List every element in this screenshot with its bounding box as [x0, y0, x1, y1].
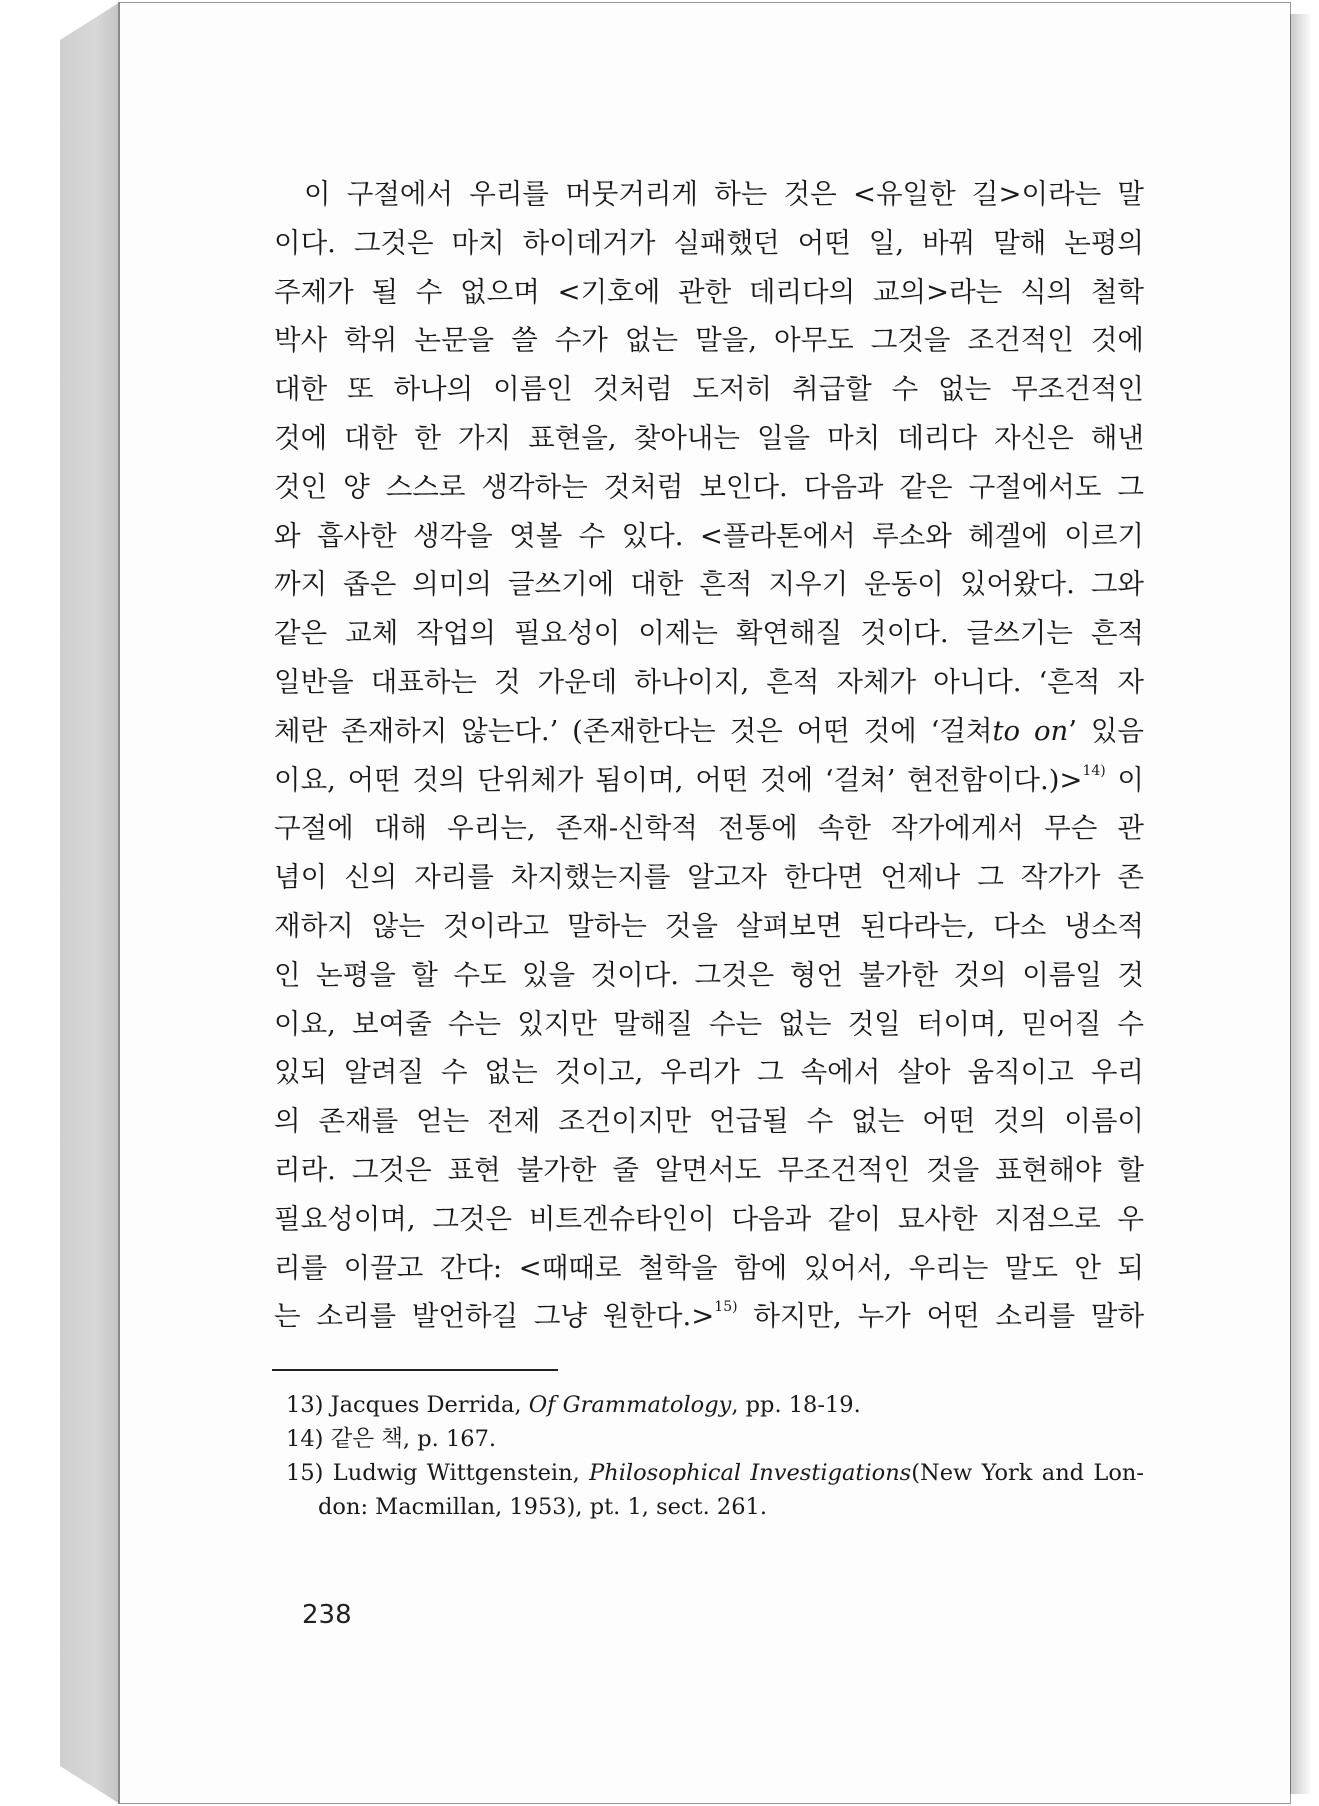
- footnote-author: Jacques Derrida,: [330, 1392, 522, 1418]
- footnote-number: 13): [286, 1392, 324, 1418]
- page-number: 238: [302, 1600, 352, 1630]
- body-line: 재하지 않는 것이라고 말하는 것을 살펴보면 된다라는, 다소 냉소적: [274, 909, 1144, 942]
- body-line: 것인 양 스스로 생각하는 것처럼 보인다. 다음과 같은 구절에서도 그: [274, 470, 1144, 503]
- body-line: 까지 좁은 의미의 글쓰기에 대한 흔적 지우기 운동이 있어왔다. 그와: [274, 568, 1144, 601]
- body-line: 리를 이끌고 간다: <때때로 철학을 함에 있어서, 우리는 말도 안 되: [274, 1251, 1144, 1284]
- body-line: 같은 교체 작업의 필요성이 이제는 확연해질 것이다. 글쓰기는 흔적: [274, 617, 1144, 650]
- line-segment: ’ 있음: [1068, 714, 1144, 747]
- footnote-rest: (New York and Lon-: [911, 1460, 1144, 1486]
- page-shadow: [1290, 14, 1312, 1794]
- body-text: [274, 170, 1144, 1341]
- footnote-rest: , pp. 18-19.: [731, 1392, 861, 1418]
- footnote-marker: 15): [714, 1299, 738, 1316]
- footnote-author: Ludwig Wittgenstein,: [332, 1460, 580, 1486]
- line-segment: 이요, 어떤 것의 단위체가 됨이며, 어떤 것에 ‘걸쳐’ 현전함이다.)>: [274, 763, 1083, 796]
- body-line: 박사 학위 논문을 쓸 수가 없는 말을, 아무도 그것을 조건적인 것에: [274, 324, 1144, 357]
- footnote-number: 14): [286, 1426, 324, 1452]
- footnote-text: 같은 책, p. 167.: [330, 1426, 497, 1452]
- body-line: 와 흡사한 생각을 엿볼 수 있다. <플라톤에서 루소와 헤겔에 이르기: [274, 519, 1144, 552]
- italic-term: to on: [992, 714, 1069, 747]
- body-line: 주제가 될 수 없으며 <기호에 관한 데리다의 교의>라는 식의 철학: [274, 275, 1144, 308]
- body-line: 이다. 그것은 마치 하이데거가 실패했던 어떤 일, 바꿔 말해 논평의: [274, 226, 1144, 259]
- book-spine: [60, 2, 120, 1804]
- footnote-15-line1: [286, 1456, 1144, 1490]
- body-line: 있되 알려질 수 없는 것이고, 우리가 그 속에서 살아 움직이고 우리: [274, 1056, 1144, 1089]
- body-line: 리라. 그것은 표현 불가한 줄 알면서도 무조건적인 것을 표현해야 할: [274, 1153, 1144, 1186]
- line-segment: 이: [1105, 763, 1144, 796]
- body-line: 필요성이며, 그것은 비트겐슈타인이 다음과 같이 묘사한 지점으로 우: [274, 1202, 1144, 1235]
- footnote-15-continuation: don: Macmillan, 1953), pt. 1, sect. 261.: [318, 1494, 767, 1520]
- footnote-14: [286, 1422, 1144, 1456]
- footnote-rule: [272, 1369, 558, 1371]
- body-line: 이 구절에서 우리를 머뭇거리게 하는 것은 <유일한 길>이라는 말: [304, 178, 1144, 210]
- body-line: 대한 또 하나의 이름인 것처럼 도저히 취급할 수 없는 무조건적인: [274, 373, 1144, 406]
- footnote-marker: 14): [1082, 762, 1106, 779]
- footnote-title: Of Grammatology: [528, 1392, 732, 1418]
- footnote-15: [286, 1456, 1144, 1524]
- line-segment: 하지만, 누가 어떤 소리를 말하: [737, 1300, 1145, 1333]
- body-line: 이요, 보여줄 수는 있지만 말해질 수는 없는 것일 터이며, 믿어질 수: [274, 1007, 1144, 1040]
- body-line: [274, 707, 1144, 756]
- footnotes: [286, 1388, 1144, 1524]
- body-line: 의 존재를 얻는 전제 조건이지만 언급될 수 없는 어떤 것의 이름이: [274, 1105, 1144, 1138]
- body-line: 구절에 대해 우리는, 존재-신학적 전통에 속한 작가에게서 무슨 관: [274, 812, 1144, 845]
- body-line: 념이 신의 자리를 차지했는지를 알고자 한다면 언제나 그 작가가 존: [274, 861, 1144, 894]
- body-line: [274, 1292, 1144, 1341]
- body-line: 인 논평을 할 수도 있을 것이다. 그것은 형언 불가한 것의 이름일 것: [274, 958, 1144, 991]
- body-line: 것에 대한 한 가지 표현을, 찾아내는 일을 마치 데리다 자신은 해낸: [274, 421, 1144, 454]
- body-line: [274, 756, 1144, 805]
- body-line: 일반을 대표하는 것 가운데 하나이지, 흔적 자체가 아니다. ‘흔적 자: [274, 665, 1144, 698]
- footnote-13: [286, 1388, 1144, 1422]
- footnote-title: Philosophical Investigations: [589, 1460, 912, 1486]
- footnote-number: 15): [286, 1460, 324, 1486]
- line-segment: 체란 존재하지 않는다.’ (존재한다는 것은 어떤 것에 ‘걸쳐: [274, 714, 993, 747]
- line-segment: 는 소리를 발언하길 그냥 원한다.>: [274, 1300, 715, 1333]
